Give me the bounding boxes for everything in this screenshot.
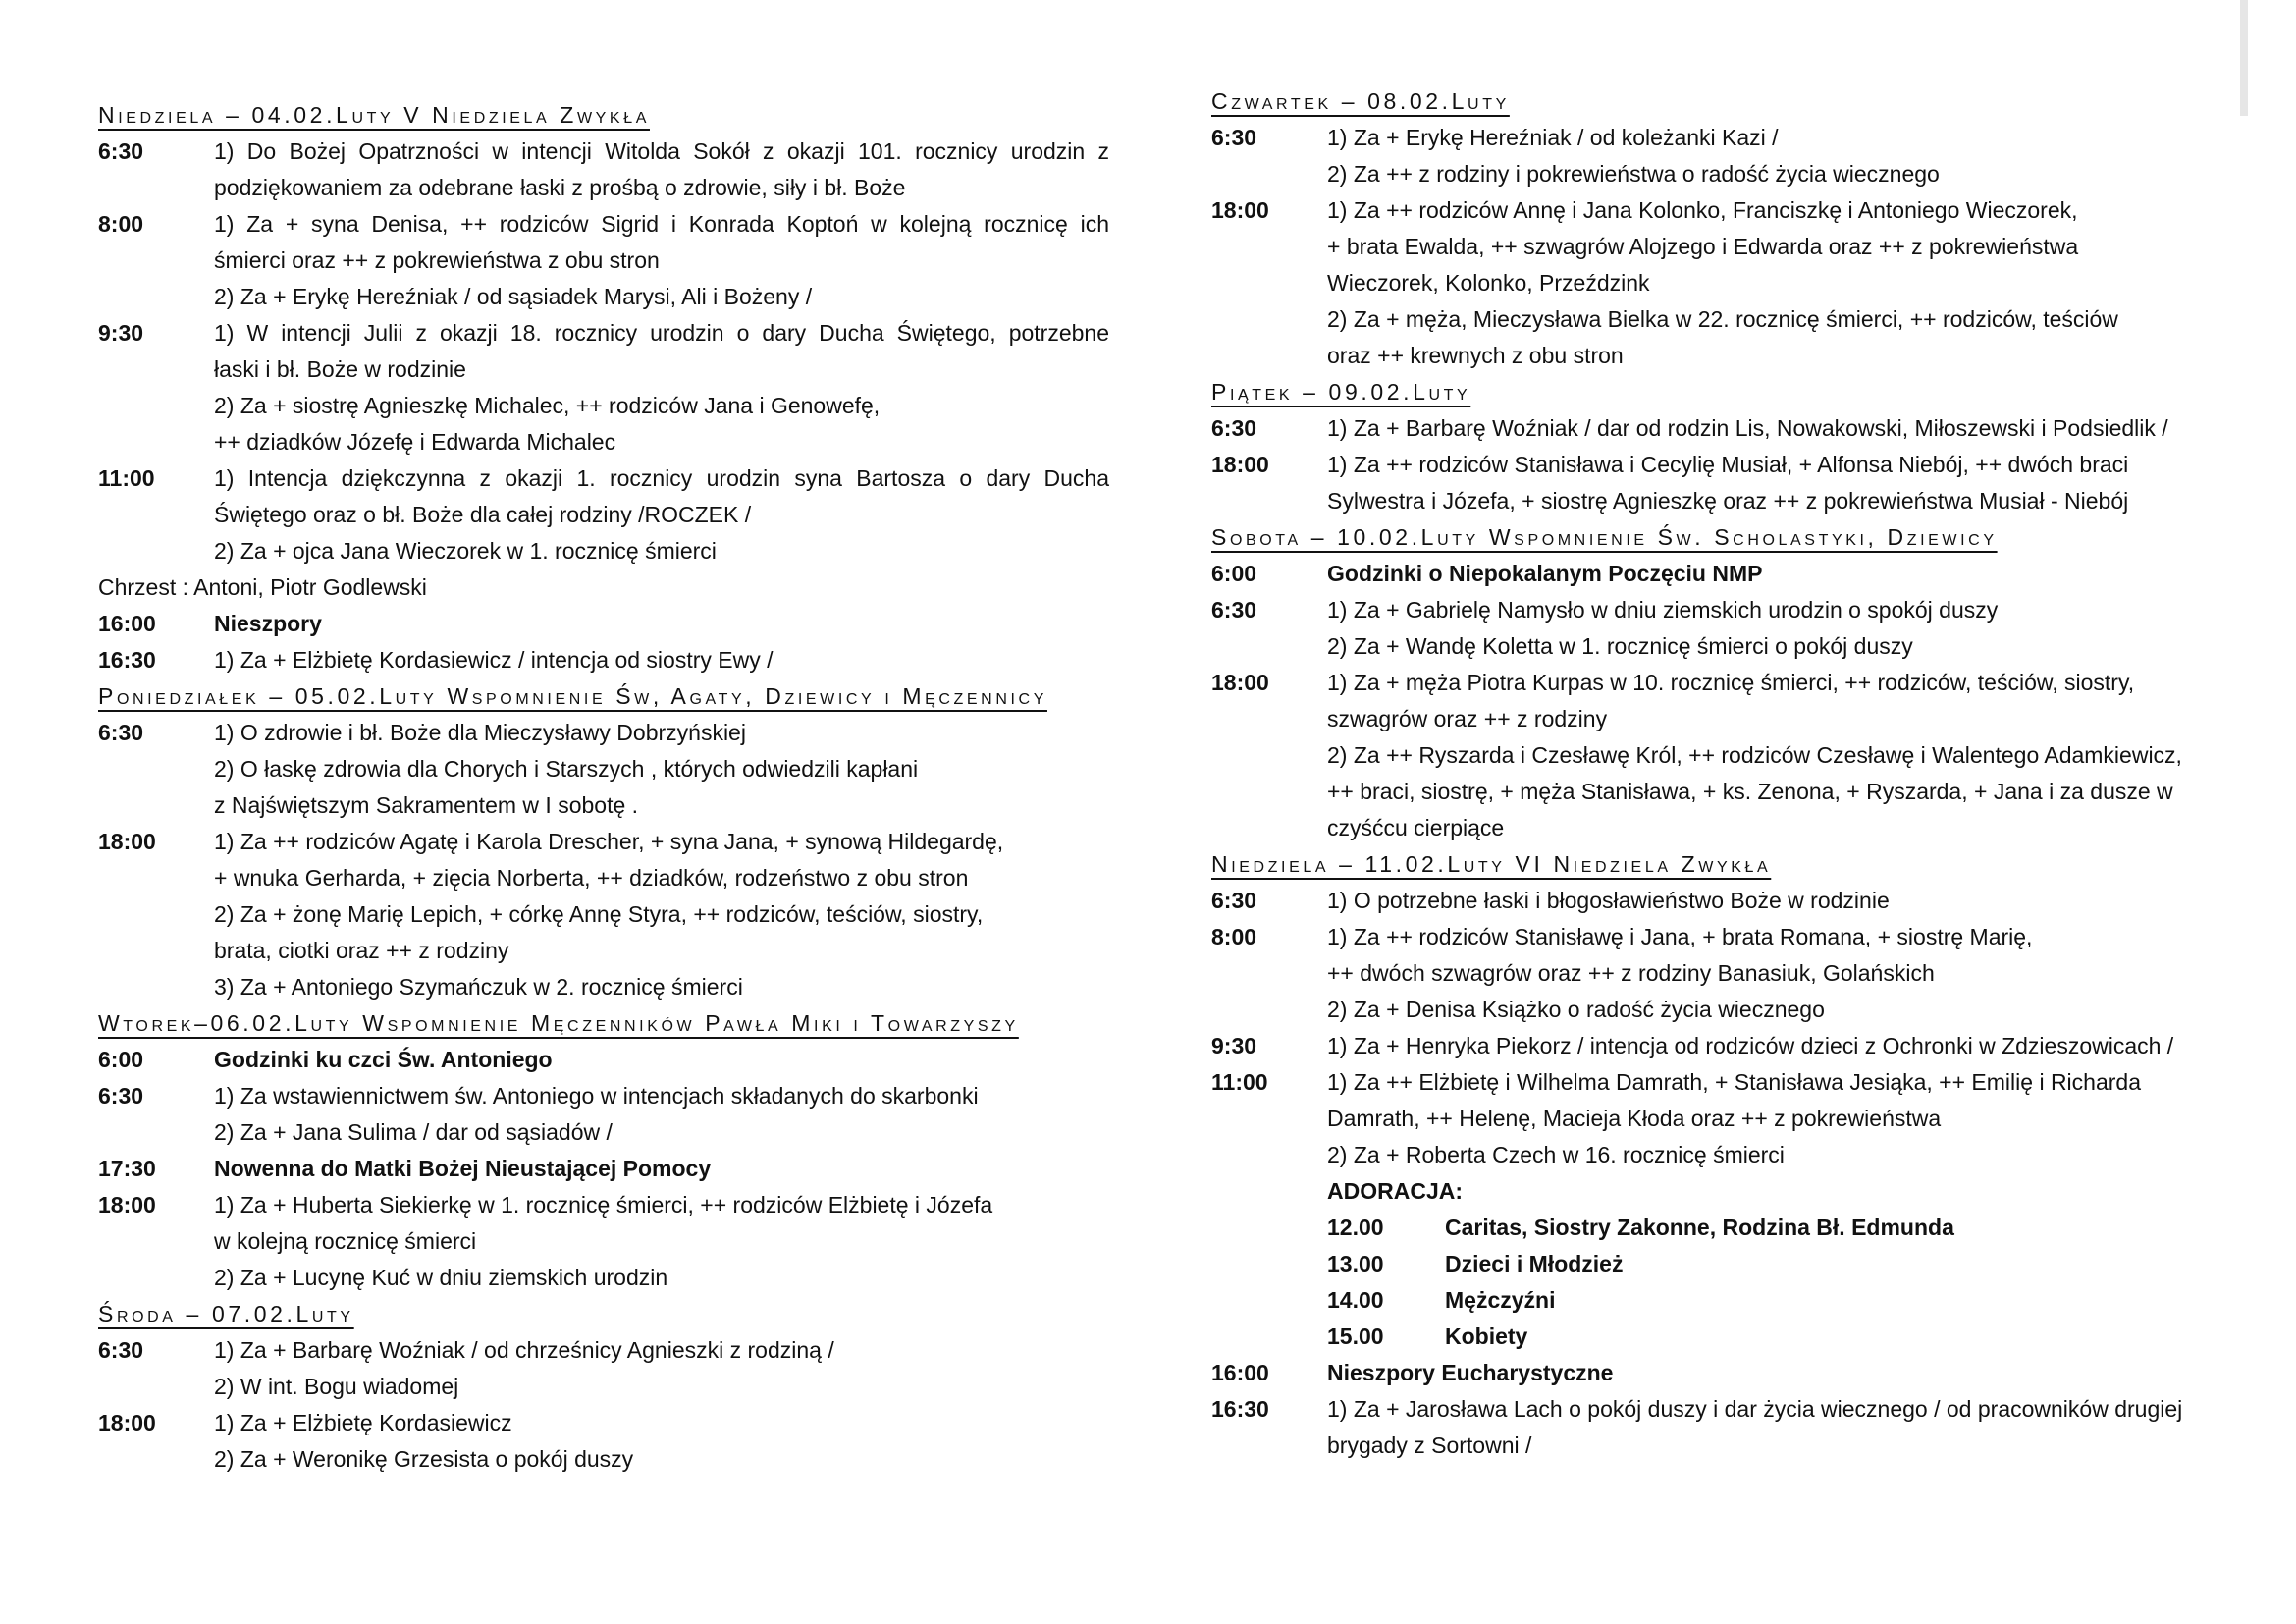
intention-line: ++ dwóch szwagrów oraz ++ z rodziny Banasiuk, Golańskich [1327,960,1935,986]
mass-entry [98,1332,1109,1405]
intention-line: 2) Za + Lucynę Kuć w dniu ziemskich urodzin [214,1265,668,1290]
intention-line: 2) Za + męża, Mieczysława Bielka w 22. rocznicę śmierci, ++ rodziców, teściów [1327,306,2118,332]
adoration-group: Caritas, Siostry Zakonne, Rodzina Bł. Edmunda [1445,1215,1954,1240]
mass-intentions [1327,919,2242,1028]
mass-intentions [1327,410,2242,447]
intention-line: szwagrów oraz ++ z rodziny [1327,706,1608,731]
intention-line: 1) Za ++ rodziców Stanisława i Cecylię Musiał, + Alfonsa Niebój, ++ dwóch braci [1327,452,2129,477]
intention-line: 1) O zdrowie i bł. Boże dla Mieczysławy Dobrzyńskiej [214,720,746,745]
mass-entry [98,1151,1109,1187]
mass-entry [98,824,1109,1005]
mass-entry [1211,410,2242,447]
intention-line: 3) Za + Antoniego Szymańczuk w 2. rocznicę śmierci [214,974,743,1000]
intention-line: 2) Za + Denisa Książko o radość życia wiecznego [1327,997,1825,1022]
mass-entry [1211,592,2242,665]
mass-time: 11:00 [98,465,155,491]
mass-entry [98,134,1109,206]
intention-line: 1) Za + Elżbietę Kordasiewicz / intencja od siostry Ewy / [214,647,774,673]
intention-line: 1) Za + Erykę Hereźniak / od koleżanki Kazi / [1327,125,1779,150]
intention-line: 2) Za + Wandę Koletta w 1. rocznicę śmierci o pokój duszy [1327,633,1913,659]
intention-line: 2) Za + Weronikę Grzesista o pokój duszy [214,1446,634,1472]
day-heading: Poniedziałek – 05.02.Luty Wspomnienie Św, Agaty, Dziewicy i Męczennicy [98,683,1047,709]
mass-entry [98,460,1109,569]
intention-line: 2) Za + ojca Jana Wieczorek w 1. rocznicę śmierci [214,538,717,564]
mass-entry [1211,1355,2242,1391]
intention-line: 1) Za ++ rodziców Agatę i Karola Drescher, + syna Jana, + synową Hildegardę, [214,829,1004,854]
intention-line: Damrath, ++ Helenę, Macieja Kłoda oraz ++ z pokrewieństwa [1327,1106,1942,1131]
mass-entry [1211,447,2242,519]
intention-line: 2) Za + Erykę Hereźniak / od sąsiadek Marysi, Ali i Bożeny / [214,284,813,309]
mass-intentions [214,1332,1109,1405]
adoration-item [1327,1282,2242,1319]
adoration-item [1327,1246,2242,1282]
mass-intentions [214,460,1109,569]
intention-line: brygady z Sortowni / [1327,1433,1532,1458]
service-name: Nieszpory Eucharystyczne [1327,1360,1614,1385]
service-name: Godzinki ku czci Św. Antoniego [214,1047,553,1072]
intention-line: 1) Za ++ rodziców Stanisławę i Jana, + brata Romana, + siostrę Marię, [1327,924,2033,949]
mass-intentions [1327,665,2242,846]
mass-time: 18:00 [1211,197,1269,223]
mass-intentions [214,824,1109,1005]
mass-time: 8:00 [1211,924,1257,949]
adoration-item [1327,1319,2242,1355]
day-heading: Wtorek–06.02.Luty Wspomnienie Męczenników Pawła Miki i Towarzyszy [98,1010,1019,1036]
mass-intentions [1327,1064,2242,1355]
mass-time: 6:30 [98,720,144,745]
intention-line: ++ braci, siostrę, + męża Stanisława, + ks. Zenona, + Ryszarda, + Jana i za dusze w [1327,779,2173,804]
mass-intentions [214,206,1109,315]
mass-entry [1211,1064,2242,1355]
intention-line: śmierci oraz ++ z pokrewieństwa z obu stron [214,247,660,273]
adoration-group: Kobiety [1445,1324,1528,1349]
adoration-time: 12.00 [1327,1215,1384,1240]
scrollbar-thumb[interactable] [2240,0,2248,116]
mass-time: 9:30 [1211,1033,1257,1058]
mass-time: 6:30 [98,1083,144,1109]
intention-line: 2) Za ++ Ryszarda i Czesławę Król, ++ rodziców Czesławę i Walentego Adamkiewicz, [1327,742,2182,768]
mass-intentions [1327,192,2242,374]
left-column [98,97,1109,1478]
mass-time: 18:00 [98,1410,156,1435]
intention-line: oraz ++ krewnych z obu stron [1327,343,1624,368]
mass-time: 11:00 [1211,1069,1268,1095]
mass-entry [98,642,1109,678]
mass-intentions [1327,592,2242,665]
intention-line: 2) Za + Jana Sulima / dar od sąsiadów / [214,1119,613,1145]
mass-time: 8:00 [98,211,144,237]
mass-entry [1211,556,2242,592]
intention-line: z Najświętszym Sakramentem w I sobotę . [214,792,639,818]
intention-line: 1) Za + Huberta Siekierkę w 1. rocznicę śmierci, ++ rodziców Elżbietę i Józefa [214,1192,993,1218]
mass-entry [1211,919,2242,1028]
intention-line: 1) Za + Barbarę Woźniak / dar od rodzin Lis, Nowakowski, Miłoszewski i Podsiedlik / [1327,415,2168,441]
mass-time: 6:00 [98,1047,144,1072]
mass-time: 16:30 [1211,1396,1269,1422]
intention-line: + brata Ewalda, ++ szwagrów Alojzego i Edwarda oraz ++ z pokrewieństwa [1327,234,2079,259]
intention-line: Świętego oraz o bł. Boże dla całej rodziny /ROCZEK / [214,502,752,527]
service-name: Godzinki o Niepokalanym Poczęciu NMP [1327,561,1763,586]
day-heading: Piątek – 09.02.Luty [1211,379,1471,405]
right-column [1211,83,2242,1464]
mass-time: 17:30 [98,1156,156,1181]
intention-line: 2) Za + żonę Marię Lepich, + córkę Annę Styra, ++ rodziców, teściów, siostry, [214,901,984,927]
intention-line: 1) Za + Henryka Piekorz / intencja od rodziców dzieci z Ochronki w Zdzieszowicach / [1327,1033,2174,1058]
day-heading: Środa – 07.02.Luty [98,1301,354,1326]
intention-line: 2) O łaskę zdrowia dla Chorych i Starszych , których odwiedzili kapłani [214,756,919,782]
mass-time: 6:30 [98,1337,144,1363]
mass-intentions [214,1078,1109,1151]
intention-line: łaski i bł. Boże w rodzinie [214,356,466,382]
mass-time: 18:00 [1211,670,1269,695]
intention-line: 2) Za ++ z rodziny i pokrewieństwa o radość życia wiecznego [1327,161,1940,187]
mass-intentions [1327,883,2242,919]
adoration-group: Dzieci i Młodzież [1445,1251,1624,1276]
mass-intentions [214,134,1109,206]
mass-time: 16:00 [98,611,156,636]
mass-intentions [1327,120,2242,192]
intention-line: ++ dziadków Józefę i Edwarda Michalec [214,429,616,455]
mass-time: 18:00 [1211,452,1269,477]
day-heading: Sobota – 10.02.Luty Wspomnienie Św. Scholastyki, Dziewicy [1211,524,1998,550]
mass-entry [1211,120,2242,192]
mass-entry [98,1078,1109,1151]
mass-time: 18:00 [98,829,156,854]
mass-intentions [214,315,1109,460]
intention-line: 1) Do Bożej Opatrzności w intencji Witolda Sokół z okazji 101. rocznicy urodzin z [214,138,1109,164]
intention-line: 1) Za wstawiennictwem św. Antoniego w intencjach składanych do skarbonki [214,1083,979,1109]
mass-intentions [214,1187,1109,1296]
mass-time: 16:00 [1211,1360,1269,1385]
intention-line: 1) Intencja dziękczynna z okazji 1. rocznicy urodzin syna Bartosza o dary Ducha [214,465,1109,491]
day-heading: Niedziela – 04.02.Luty V Niedziela Zwykła [98,102,650,128]
mass-entry [98,715,1109,824]
intention-line: 1) O potrzebne łaski i błogosławieństwo Boże w rodzinie [1327,888,1890,913]
intention-line: 2) Za + Roberta Czech w 16. rocznicę śmierci [1327,1142,1785,1167]
mass-entry [1211,883,2242,919]
mass-intentions [214,1405,1109,1478]
mass-time: 16:30 [98,647,156,673]
mass-entry [1211,1028,2242,1064]
adoration-time: 13.00 [1327,1251,1384,1276]
mass-entry [98,1405,1109,1478]
mass-entry [98,1042,1109,1078]
intention-line: 2) W int. Bogu wiadomej [214,1374,459,1399]
intention-line: Wieczorek, Kolonko, Przeździnk [1327,270,1650,296]
adoration-time: 14.00 [1327,1287,1384,1313]
intention-line: 1) Za ++ rodziców Annę i Jana Kolonko, Franciszkę i Antoniego Wieczorek, [1327,197,2078,223]
intention-line: czyśćcu cierpiące [1327,815,1505,840]
mass-time: 6:30 [98,138,144,164]
mass-intentions [1327,1028,2242,1064]
intention-line: 1) Za + Jarosława Lach o pokój duszy i dar życia wiecznego / od pracowników drugiej [1327,1396,2183,1422]
mass-entry [98,1187,1109,1296]
mass-intentions [214,1151,1109,1187]
mass-intentions [1327,1391,2242,1464]
mass-intentions [1327,447,2242,519]
mass-intentions [1327,1355,2242,1391]
service-name: ADORACJA: [1327,1178,1463,1204]
mass-intentions [214,606,1109,642]
intention-line: w kolejną rocznicę śmierci [214,1228,477,1254]
day-heading: Niedziela – 11.02.Luty VI Niedziela Zwykła [1211,851,1772,877]
mass-time: 6:30 [1211,888,1257,913]
mass-intentions [214,1042,1109,1078]
service-name: Nieszpory [214,611,322,636]
mass-entry [98,606,1109,642]
mass-time: 6:30 [1211,415,1257,441]
intention-line: podziękowaniem za odebrane łaski z prośbą o zdrowie, siły i bł. Boże [214,175,906,200]
mass-time: 9:30 [98,320,144,346]
mass-intentions [1327,556,2242,592]
mass-time: 6:00 [1211,561,1257,586]
intention-line: 1) Za + Gabrielę Namysło w dniu ziemskich urodzin o spokój duszy [1327,597,1999,623]
mass-entry [98,315,1109,460]
intention-line: brata, ciotki oraz ++ z rodziny [214,938,509,963]
note-text: Chrzest : Antoni, Piotr Godlewski [98,574,427,600]
intention-line: 1) Za + męża Piotra Kurpas w 10. rocznicę śmierci, ++ rodziców, teściów, siostry, [1327,670,2135,695]
intention-line: Sylwestra i Józefa, + siostrę Agnieszkę oraz ++ z pokrewieństwa Musiał - Niebój [1327,488,2129,514]
intention-line: 1) Za + syna Denisa, ++ rodziców Sigrid i Konrada Koptoń w kolejną rocznicę ich [214,211,1109,237]
intention-line: 1) W intencji Julii z okazji 18. rocznicy urodzin o dary Ducha Świętego, potrzebne [214,320,1109,346]
adoration-time: 15.00 [1327,1324,1384,1349]
mass-entry [1211,192,2242,374]
mass-intentions [214,642,1109,678]
mass-entry [1211,1391,2242,1464]
mass-time: 6:30 [1211,125,1257,150]
mass-time: 6:30 [1211,597,1257,623]
intention-line: 1) Za + Barbarę Woźniak / od chrześnicy Agnieszki z rodziną / [214,1337,834,1363]
intention-line: 1) Za + Elżbietę Kordasiewicz [214,1410,512,1435]
mass-entry [98,206,1109,315]
mass-entry [1211,665,2242,846]
intention-line: 1) Za ++ Elżbietę i Wilhelma Damrath, + Stanisława Jesiąka, ++ Emilię i Richarda [1327,1069,2141,1095]
mass-time: 18:00 [98,1192,156,1218]
day-heading: Czwartek – 08.02.Luty [1211,88,1510,114]
adoration-item [1327,1210,2242,1246]
mass-intentions [214,715,1109,824]
service-name: Nowenna do Matki Bożej Nieustającej Pomocy [214,1156,712,1181]
intention-line: + wnuka Gerharda, + zięcia Norberta, ++ dziadków, rodzeństwo z obu stron [214,865,969,891]
intention-line: 2) Za + siostrę Agnieszkę Michalec, ++ rodziców Jana i Genowefę, [214,393,881,418]
adoration-group: Mężczyźni [1445,1287,1556,1313]
